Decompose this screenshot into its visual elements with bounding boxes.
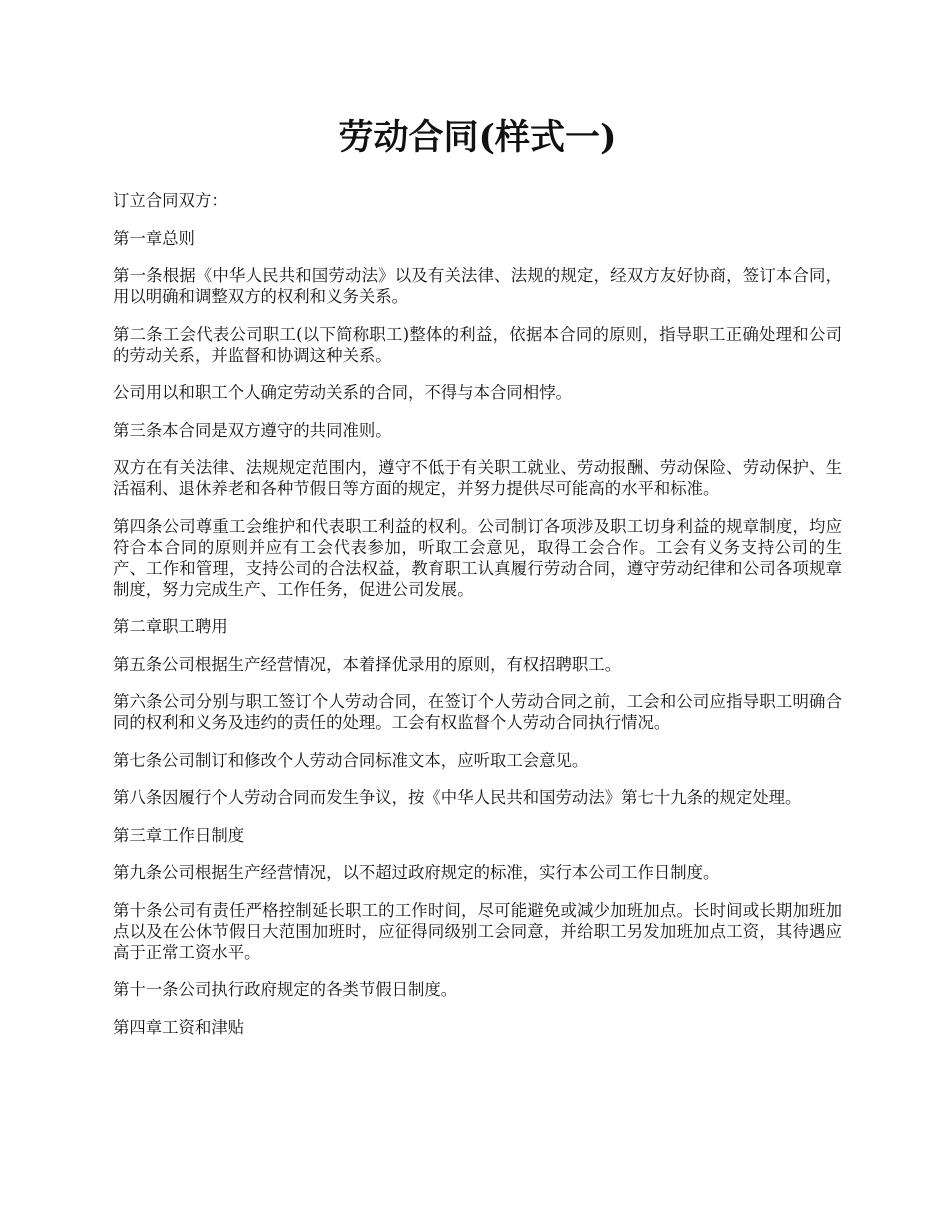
chapter-heading-3: 第三章工作日制度 bbox=[113, 825, 245, 845]
article-8: 第八条因履行个人劳动合同而发生争议，按《中华人民共和国劳动法》第七十九条的规定处理。 bbox=[113, 788, 802, 807]
article-6: 第六条公司分别与职工签订个人劳动合同，在签订个人劳动合同之前，工会和公司应指导职工明确合同的权利和义务及违约的责任的处理。工会有权监督个人劳动合同执行情况。 bbox=[113, 692, 842, 732]
document-body bbox=[113, 190, 842, 1038]
article-2: 第二条工会代表公司职工(以下简称职工)整体的利益，依据本合同的原则，指导职工正确处理和公司的劳动关系，并监督和协调这种关系。 bbox=[113, 324, 842, 365]
article-3: 第三条本合同是双方遵守的共同准则。 bbox=[113, 420, 392, 440]
article-9: 第九条公司根据生产经营情况，以不超过政府规定的标准，实行本公司工作日制度。 bbox=[113, 863, 720, 882]
article-4: 第四条公司尊重工会维护和代表职工利益的权利。公司制订各项涉及职工切身利益的规章制度，均应符合本合同的原则并应有工会代表参加，听取工会意见，取得工会合作。工会有义务支持公司的生产、工作和管理，支持公司的合法权益，教育职工认真履行劳动合同，遵守劳动纪律和公司各项规章制度，努力完成生产、工作任务，促进公司发展。 bbox=[113, 516, 842, 599]
chapter-heading-1: 第一章总则 bbox=[113, 228, 195, 248]
paragraph-parties: 订立合同双方： bbox=[113, 191, 228, 210]
paragraph-contract-consistency: 公司用以和职工个人确定劳动关系的合同，不得与本合同相悖。 bbox=[113, 383, 572, 402]
article-7: 第七条公司制订和修改个人劳动合同标准文本，应听取工会意见。 bbox=[113, 750, 589, 770]
article-5: 第五条公司根据生产经营情况，本着择优录用的原则，有权招聘职工。 bbox=[113, 654, 622, 674]
article-1: 第一条根据《中华人民共和国劳动法》以及有关法律、法规的规定，经双方友好协商，签订本合同，用以明确和调整双方的权利和义务关系。 bbox=[113, 266, 842, 306]
chapter-heading-4: 第四章工资和津贴 bbox=[113, 1017, 245, 1037]
document-title: 劳动合同(样式一) bbox=[338, 117, 617, 158]
chapter-heading-2: 第二章职工聘用 bbox=[113, 617, 228, 636]
paragraph-standards: 双方在有关法律、法规规定范围内，遵守不低于有关职工就业、劳动报酬、劳动保险、劳动保护、生活福利、退休养老和各种节假日等方面的规定，并努力提供尽可能高的水平和标准。 bbox=[113, 458, 842, 498]
article-10: 第十条公司有责任严格控制延长职工的工作时间，尽可能避免或减少加班加点。长时间或长期加班加点以及在公休节假日大范围加班时，应征得同级别工会同意，并给职工另发加班加点工资，其待遇应高于正常工资水平。 bbox=[113, 900, 842, 962]
article-11: 第十一条公司执行政府规定的各类节假日制度。 bbox=[113, 980, 458, 999]
